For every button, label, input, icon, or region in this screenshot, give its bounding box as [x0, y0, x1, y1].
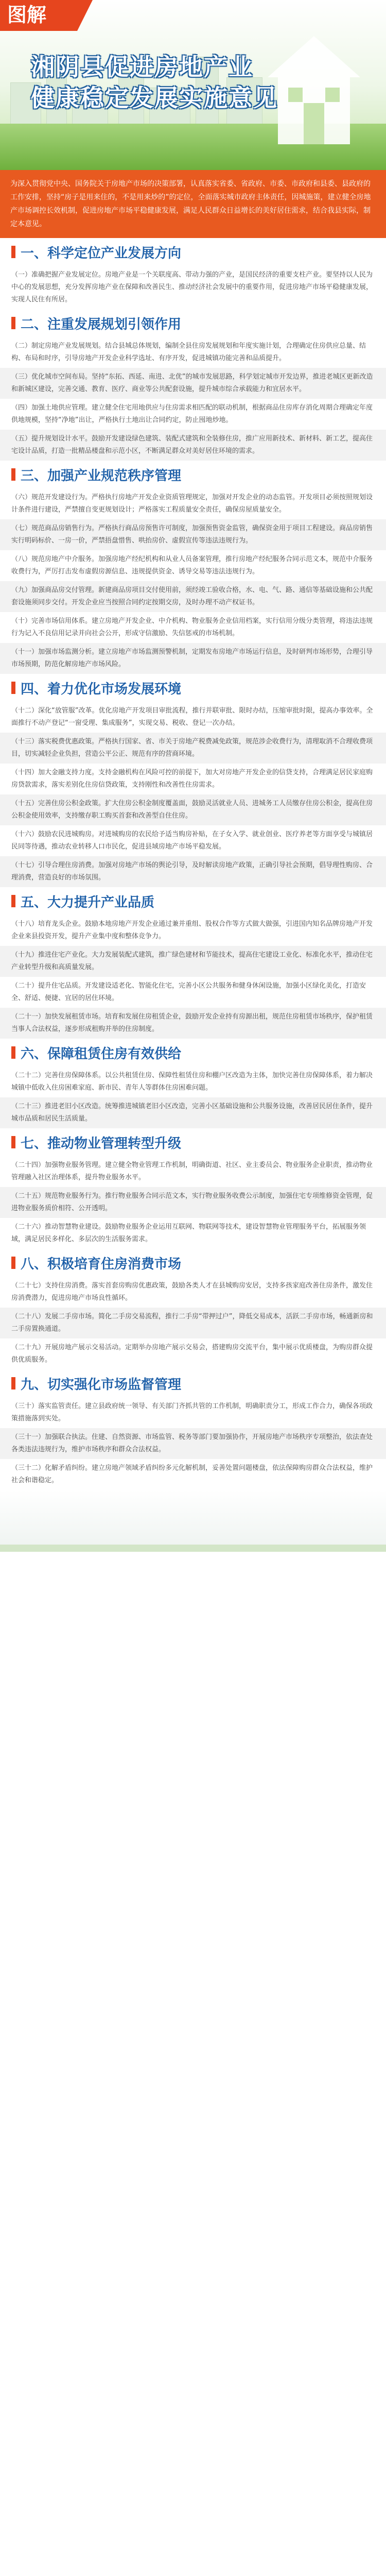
section-title: 一、科学定位产业发展方向: [21, 245, 182, 261]
section-heading: [0, 1369, 386, 1397]
section-paragraph: （二十七）支持住房消费。落实首套房购房优惠政策，鼓励各类人才在县城购房安居，支持多孩家庭改善住房条件，激发住房消费潜力，促进房地产市场良性循环。: [11, 1282, 373, 1302]
section-paragraph: （二十三）推进老旧小区改造。统筹推进城镇老旧小区改造，完善小区基础设施和公共服务设施，改善居民居住条件，提升城市品质和居民生活质量。: [0, 1097, 386, 1128]
section-paragraph: （十六）鼓励农民进城购房。对进城购房的农民给予适当购房补贴，在子女入学、就业创业、医疗养老等方面享受与城镇居民同等待遇，推动农业转移人口市民化，促进县域房地产市场平稳发展。: [11, 831, 373, 851]
section-heading: [0, 238, 386, 266]
section-paragraph: （二十八）发展二手房市场。简化二手房交易流程，推行二手房“带押过户”，降低交易成本，活跃二手房市场，畅通新房和二手房置换通道。: [0, 1308, 386, 1338]
section-tag: 图解: [0, 0, 77, 31]
section-title: 六、保障租赁住房有效供给: [21, 1046, 182, 1062]
section-paragraph: （七）规范商品房销售行为。严格执行商品房预售许可制度，加强预售资金监管，确保资金用于项目工程建设。商品房销售实行明码标价、一房一价，严禁捂盘惜售、哄抬房价、虚假宣传等违法违规行为。: [0, 519, 386, 550]
section-paragraph: （三十二）化解矛盾纠纷。建立房地产领域矛盾纠纷多元化解机制，妥善处置问题楼盘，依法保障购房群众合法权益，维护社会和谐稳定。: [11, 1464, 373, 1484]
title-line-2: 健康稳定发展实施意见: [31, 84, 278, 112]
page-title: [31, 52, 278, 113]
section-paragraph: （五）提升规划设计水平。鼓励开发建设绿色建筑、装配式建筑和全装修住房，推广应用新技术、新材料、新工艺，提高住宅设计品质，打造一批精品楼盘和示范小区，不断满足群众对美好居住环境的需求。: [0, 430, 386, 461]
section-paragraph: （八）规范房地产中介服务。加强房地产经纪机构和从业人员备案管理，推行房地产经纪服务合同示范文本，规范中介服务收费行为，严厉打击发布虚假房源信息、违规提供资金、诱导交易等违法违规行为。: [11, 555, 373, 575]
section-paragraph: （九）加强商品房交付管理。新建商品房项目交付使用前，须经竣工验收合格，水、电、气、路、通信等基础设施和公共配套设施须同步交付。开发企业应当按照合同约定按期交房，及时办理不动产权证书。: [0, 581, 386, 612]
section-paragraph: （二十）提升住宅品质。开发建设适老化、智能化住宅，完善小区公共服务和健身休闲设施，加强小区绿化美化，打造安全、舒适、便捷、宜居的居住环境。: [11, 982, 366, 1002]
section-paragraph: （十五）完善住房公积金政策。扩大住房公积金制度覆盖面，鼓励灵活就业人员、进城务工人员缴存住房公积金，提高住房公积金使用效率，支持缴存职工购买首套和改善型自住住房。: [0, 794, 386, 825]
section-heading: [0, 1128, 386, 1156]
section-heading: [0, 309, 386, 337]
section-title: 四、着力优化市场发展环境: [21, 681, 182, 697]
section-paragraph: （十八）培育龙头企业。鼓励本地房地产开发企业通过兼并重组、股权合作等方式做大做强，引进国内知名品牌房地产开发企业来县投资开发，提升产业集中度和整体竞争力。: [11, 920, 373, 940]
section-heading: [0, 674, 386, 702]
section-heading: [0, 887, 386, 915]
section-title: 八、积极培育住房消费市场: [21, 1256, 182, 1272]
section-paragraph: （六）规范开发建设行为。严格执行房地产开发企业资质管理规定，加强对开发企业的动态监管。开发项目必须按照规划设计条件进行建设，严禁擅自变更规划设计；严格落实工程质量安全责任，确保房屋质量安全。: [11, 494, 373, 514]
heading-marker: [11, 246, 15, 258]
section-paragraph: （四）加强土地供应管理。建立健全住宅用地供应与住房需求相匹配的联动机制，根据商品住房库存消化周期合理确定年度供地规模，坚持“净地”出让，严格执行土地出让合同约定，防止囤地炒地。: [11, 404, 373, 424]
heading-marker: [11, 682, 15, 694]
section-paragraph: （二十九）开展房地产展示交易活动。定期举办房地产展示交易会，搭建购房交流平台，集中展示优质楼盘，为购房群众提供优质服务。: [11, 1344, 373, 1364]
section-paragraph: （二）制定房地产业发展规划。结合县城总体规划，编制全县住房发展规划和年度实施计划，合理确定住房供应总量、结构、布局和时序，引导房地产开发企业科学选址、有序开发，促进城镇功能完善和品质提升。: [11, 342, 366, 362]
section-paragraph: （三）优化城市空间布局。坚持“东拓、西延、南进、北优”的城市发展思路，科学划定城市开发边界，推进老城区更新改造和新城区建设，完善交通、教育、医疗、商业等公共配套设施，提升城市综合承载能力和宜居水平。: [0, 368, 386, 399]
section-title: 九、切实强化市场监督管理: [21, 1377, 182, 1393]
section-paragraph: （一）准确把握产业发展定位。房地产业是一个关联度高、带动力强的产业，是国民经济的重要支柱产业。要坚持以人民为中心的发展思想，充分发挥房地产业在保障和改善民生、推动经济社会发展中的重要作用，促进房地产市场平稳健康发展，实现人民住有所居。: [11, 271, 373, 303]
intro-paragraph: 为深入贯彻党中央、国务院关于房地产市场的决策部署，认真落实省委、省政府、市委、市政府和县委、县政府的工作安排，坚持“房子是用来住的，不是用来炒的”的定位，全面落实城市政府主体责任，因城施策，建立健全房地产市场调控长效机制，促进房地产市场平稳健康发展，满足人民群众日益增长的美好居住需求，结合我县实际，制定本意见。: [0, 170, 386, 238]
section-paragraph: （十七）引导合理住房消费。加强对房地产市场的舆论引导，及时解读房地产政策，正确引导社会预期，倡导理性购房、合理消费，营造良好的市场氛围。: [0, 856, 386, 887]
section-title: 五、大力提升产业品质: [21, 894, 155, 910]
heading-marker: [11, 317, 15, 329]
footer-illustration: [0, 1490, 386, 1552]
section-paragraph: （十三）落实税费优惠政策。严格执行国家、省、市关于房地产税费减免政策，规范涉企收费行为，清理取消不合理收费项目，切实减轻企业负担，营造公平公正、规范有序的营商环境。: [0, 733, 386, 764]
section-heading: [0, 1039, 386, 1066]
sections-container: [0, 238, 386, 1490]
heading-marker: [11, 895, 15, 907]
section-paragraph: （二十六）推动智慧物业建设。鼓励物业服务企业运用互联网、物联网等技术，建设智慧物业管理服务平台，拓展服务领域，满足居民多样化、多层次的生活服务需求。: [11, 1223, 366, 1243]
section-paragraph: （二十一）加快发展租赁市场。培育和发展住房租赁企业，鼓励开发企业持有房源出租，规范住房租赁市场秩序，保护租赁当事人合法权益，逐步形成租购并举的住房制度。: [0, 1008, 386, 1039]
section-paragraph: （二十二）完善住房保障体系。以公共租赁住房、保障性租赁住房和棚户区改造为主体，加快完善住房保障体系，着力解决城镇中低收入住房困难家庭、新市民、青年人等群体住房困难问题。: [11, 1072, 373, 1092]
section-title: 二、注重发展规划引领作用: [21, 316, 182, 332]
section-heading: [0, 461, 386, 488]
ground-strip: [0, 1545, 386, 1552]
section-paragraph: （十一）加强市场监测分析。建立房地产市场监测预警机制，定期发布房地产市场运行信息，及时研判市场形势，合理引导市场预期，防范化解房地产市场风险。: [0, 643, 386, 674]
heading-marker: [11, 1046, 15, 1059]
title-line-1: 湘阴县促进房地产业: [31, 53, 253, 81]
section-paragraph: （十）完善市场信用体系。建立房地产开发企业、中介机构、物业服务企业信用档案，实行信用分级分类管理，将违法违规行为记入不良信用记录并向社会公开，形成守信激励、失信惩戒的市场机制。: [11, 617, 373, 637]
section-title: 七、推动物业管理转型升级: [21, 1136, 182, 1151]
section-paragraph: （二十四）加强物业服务管理。建立健全物业管理工作机制，明确街道、社区、业主委员会、物业服务企业职责，推动物业管理融入社区治理体系，提升物业服务水平。: [11, 1161, 373, 1181]
header-banner: [0, 0, 386, 170]
section-paragraph: （十二）深化“放管服”改革。优化房地产开发项目审批流程，推行并联审批、限时办结，压缩审批时限，提高办事效率。全面推行不动产登记“一窗受理、集成服务”，实现交易、税收、登记一次办结。: [11, 707, 373, 727]
section-paragraph: （三十）落实监管责任。建立县政府统一领导、有关部门齐抓共管的工作机制，明确职责分工，形成工作合力，确保各项政策措施落到实处。: [11, 1402, 373, 1422]
heading-marker: [11, 1257, 15, 1269]
section-paragraph: （三十一）加强联合执法。住建、自然资源、市场监管、税务等部门要加强协作，开展房地产市场秩序专项整治，依法查处各类违法违规行为，维护市场秩序和群众合法权益。: [0, 1428, 386, 1459]
house-icon: [262, 31, 365, 149]
section-heading: [0, 1249, 386, 1277]
section-paragraph: （二十五）规范物业服务行为。推行物业服务合同示范文本，实行物业服务收费公示制度，加强住宅专项维修资金管理，促进物业服务质价相符、公开透明。: [0, 1187, 386, 1218]
section-paragraph: （十九）推进住宅产业化。大力发展装配式建筑，推广绿色建材和节能技术，提高住宅建设工业化、标准化水平，推动住宅产业转型升级和高质量发展。: [0, 946, 386, 977]
section-paragraph: （十四）加大金融支持力度。支持金融机构在风险可控的前提下，加大对房地产开发企业的信贷支持，合理满足居民家庭购房贷款需求，落实差别化住房信贷政策，支持刚性和改善性住房需求。: [11, 769, 373, 789]
heading-marker: [11, 1377, 15, 1389]
section-title: 三、加强产业规范秩序管理: [21, 468, 182, 484]
heading-marker: [11, 1136, 15, 1148]
heading-marker: [11, 468, 15, 481]
